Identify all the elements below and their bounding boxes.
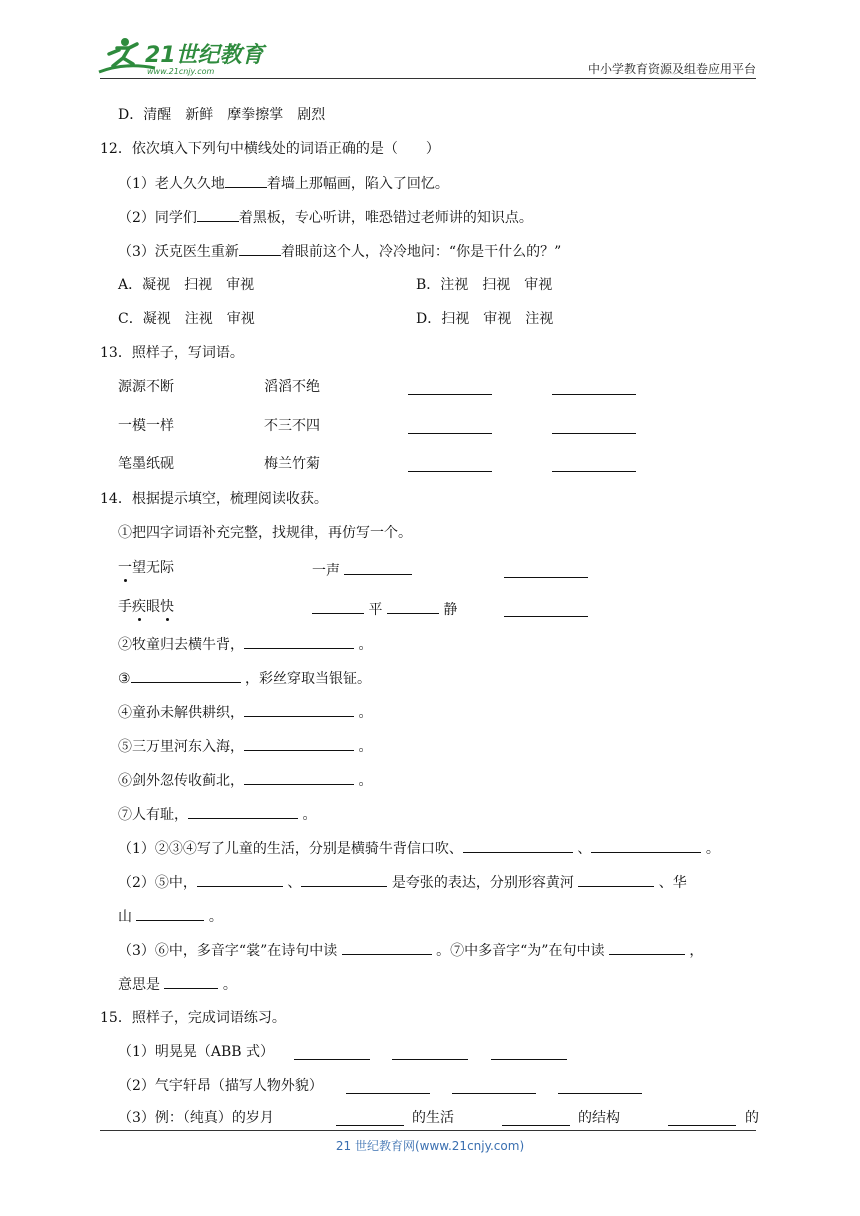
q14-sub1-text: （1）②③④写了儿童的生活，分别是横骑牛背信口吹、 — [118, 841, 463, 857]
q12-option-d[interactable]: D．扫视 审视 注视 — [416, 311, 554, 327]
q14-p7-blank[interactable] — [188, 804, 298, 819]
q12-s1-part2: 着墙上那幅画，陷入了回忆。 — [266, 176, 449, 192]
q13-row1-word2: 滔滔不绝 — [264, 379, 320, 395]
q13-row2-blank1[interactable] — [408, 419, 492, 434]
q14-sub2-blank1[interactable] — [197, 872, 283, 887]
q12-sentence-1 — [118, 173, 449, 194]
q14-sub2-blank2[interactable] — [301, 872, 387, 887]
q11-option-d: D．清醒 新鲜 摩拳擦掌 剧烈 — [118, 107, 326, 123]
q13-stem: 13．照样子，写词语。 — [100, 345, 244, 361]
q15-sub1: （1）明晃晃（ABB 式） — [118, 1044, 275, 1060]
q12-s2-part1: （2）同学们 — [118, 210, 197, 226]
q12-s3-part1: （3）沃克医生重新 — [118, 244, 239, 260]
q14-stem: 14．根据提示填空，梳理阅读收获。 — [100, 491, 328, 507]
q14-w1-imitate-blank[interactable] — [504, 563, 588, 578]
q14-p2-text: ②牧童归去横牛背， — [118, 637, 244, 653]
q14-sub3-blank1[interactable] — [342, 940, 432, 955]
q14-sub1-comma: 、 — [577, 841, 592, 857]
q14-w2-blank1[interactable] — [312, 599, 364, 614]
q12-option-b[interactable]: B．注视 扫视 审视 — [416, 277, 553, 293]
q14-poem3 — [118, 668, 371, 689]
q14-w2-c2: 疾 — [132, 599, 146, 615]
q14-poem4 — [118, 702, 372, 723]
q14-p2-blank[interactable] — [244, 634, 354, 649]
q14-sub3-period: 。 — [222, 977, 237, 993]
q14-sub2-text3: 、华 — [658, 875, 687, 891]
q13-row3-blank2[interactable] — [552, 457, 636, 472]
q14-sub2-text1: （2）⑤中， — [118, 875, 197, 891]
logo-url: www.21cnjy.com — [147, 67, 215, 76]
footer-rule — [100, 1130, 756, 1131]
q12-blank-2[interactable] — [197, 207, 239, 222]
q12-blank-3[interactable] — [239, 241, 281, 256]
q13-row1-blank1[interactable] — [408, 380, 492, 395]
q14-p5-blank[interactable] — [244, 736, 354, 751]
q14-w2-c4: 快 — [160, 599, 174, 615]
q14-p5-text: ⑤三万里河东入海， — [118, 739, 244, 755]
q15-sub3-blank1[interactable] — [336, 1111, 404, 1126]
q12-blank-1[interactable] — [225, 173, 267, 188]
q14-sub2-text2: 是夸张的表达，分别形容黄河 — [391, 875, 574, 891]
q12-stem: 12．依次填入下列句中横线处的词语正确的是（ ） — [100, 141, 440, 157]
q13-row3-word1: 笔墨纸砚 — [118, 456, 174, 472]
q13-row1-word1: 源源不断 — [118, 379, 174, 395]
q12-s2-part2: 着黑板，专心听讲，唯恐错过老师讲的知识点。 — [238, 210, 533, 226]
q14-sub2-comma: 、 — [287, 875, 302, 891]
q15-sub2-blank2[interactable] — [452, 1079, 536, 1094]
q14-sub1 — [118, 838, 720, 859]
q14-pattern1 — [312, 560, 412, 581]
q14-sub3 — [118, 940, 703, 961]
footer-text[interactable]: 21 世纪教育网(www.21cnjy.com) — [335, 1139, 525, 1153]
q12-s1-part1: （1）老人久久地 — [118, 176, 225, 192]
q14-sub2 — [118, 872, 687, 893]
q14-sub2-blank4[interactable] — [136, 906, 204, 921]
q15-sub1-blank1[interactable] — [294, 1045, 370, 1060]
q14-sub3-blank3[interactable] — [164, 974, 218, 989]
q14-sub3-text2: 。⑦中多音字“为”在句中读 — [436, 943, 605, 959]
q14-w1-char1: 一 — [118, 560, 132, 576]
q14-p3-text: ，彩丝穿取当银钲。 — [245, 671, 372, 687]
q14-sub2-blank3[interactable] — [578, 872, 654, 887]
q14-w2c-label: 静 — [443, 602, 458, 618]
q14-sub3-text1: （3）⑥中，多音字“裳”在诗句中读 — [118, 943, 338, 959]
header-rule — [100, 78, 756, 79]
runner-logo-icon — [95, 34, 270, 80]
q14-sub3-cont — [118, 974, 237, 995]
q14-p7-text: ⑦人有耻， — [118, 807, 188, 823]
q14-word-yiwangwuji — [118, 558, 174, 578]
q15-sub2: （2）气宇轩昂（描写人物外貌） — [118, 1078, 323, 1094]
q13-row3-word2: 梅兰竹菊 — [264, 456, 320, 472]
q14-p4-text: ④童孙未解供耕织， — [118, 705, 244, 721]
q15-sub3-blank3[interactable] — [668, 1111, 736, 1126]
q14-sub1-blank1[interactable] — [463, 838, 573, 853]
q14-sub2-cont — [118, 906, 223, 927]
q14-w1-rest: 望无际 — [132, 560, 174, 576]
q14-p6-text: ⑥剑外忽传收蓟北， — [118, 773, 244, 789]
platform-name: 中小学教育资源及组卷应用平台 — [587, 62, 756, 76]
q12-sentence-2 — [118, 207, 533, 228]
q15-sub3: （3）例：（纯真）的岁月 — [118, 1110, 274, 1126]
q14-word-shoujiyankuai — [118, 597, 174, 617]
q15-sub3-de2: 的结构 — [578, 1110, 620, 1126]
q13-row2-word1: 一模一样 — [118, 418, 174, 434]
q14-w1b-label: 一声 — [312, 563, 340, 579]
q14-w2-c1: 手 — [118, 599, 132, 615]
q14-w2-c3: 眼 — [146, 599, 160, 615]
q15-stem: 15．照样子，完成词语练习。 — [100, 1010, 286, 1026]
site-logo — [95, 34, 270, 80]
q14-p6-period: 。 — [358, 773, 373, 789]
q13-row1-blank2[interactable] — [552, 380, 636, 395]
q14-p4-blank[interactable] — [244, 702, 354, 717]
q14-poem7 — [118, 804, 316, 825]
q12-sentence-3 — [118, 241, 561, 262]
q14-sub1-blank2[interactable] — [591, 838, 701, 853]
q12-option-c[interactable]: C．凝视 注视 审视 — [118, 311, 255, 327]
q13-row3-blank1[interactable] — [408, 457, 492, 472]
q14-p3-blank[interactable] — [131, 668, 241, 683]
q14-poem6 — [118, 770, 372, 791]
q15-sub2-blank3[interactable] — [558, 1079, 642, 1094]
q15-sub2-blank1[interactable] — [346, 1079, 430, 1094]
q14-p5-period: 。 — [358, 739, 373, 755]
q14-pattern2 — [312, 599, 457, 620]
q14-p3-num: ③ — [118, 671, 131, 687]
q14-w2-blank2[interactable] — [387, 599, 439, 614]
q14-p7-period: 。 — [302, 807, 317, 823]
q14-p2-period: 。 — [358, 637, 373, 653]
logo-text: 21世纪教育 — [145, 43, 264, 68]
q14-w1-blank[interactable] — [344, 560, 412, 575]
q15-sub3-de1: 的生活 — [412, 1110, 454, 1126]
q15-sub1-blank2[interactable] — [392, 1045, 468, 1060]
q14-w2b-label: 平 — [368, 602, 383, 618]
q15-sub3-blank2[interactable] — [502, 1111, 570, 1126]
q14-poem2 — [118, 634, 372, 655]
q15-sub3-de3: 的 — [745, 1110, 759, 1126]
q14-sub3-blank2[interactable] — [609, 940, 685, 955]
q14-sub3-comma: ， — [689, 943, 704, 959]
q12-s3-part2: 着眼前这个人，冷冷地问：“你是干什么的？” — [280, 244, 562, 260]
q14-sub2-period: 。 — [208, 909, 223, 925]
q15-sub1-blank3[interactable] — [491, 1045, 567, 1060]
q14-sub1-period: 。 — [705, 841, 720, 857]
q12-option-a[interactable]: A．凝视 扫视 审视 — [118, 277, 255, 293]
q14-w2-imitate-blank[interactable] — [504, 602, 588, 617]
q14-sub2-shan: 山 — [118, 909, 132, 925]
q14-p4-period: 。 — [358, 705, 373, 721]
q14-poem5 — [118, 736, 372, 757]
q14-p6-blank[interactable] — [244, 770, 354, 785]
q14-sub3-meaning: 意思是 — [118, 977, 160, 993]
q14-part1: ①把四字词语补充完整，找规律，再仿写一个。 — [118, 525, 412, 541]
q13-row2-word2: 不三不四 — [264, 418, 320, 434]
q13-row2-blank2[interactable] — [552, 419, 636, 434]
